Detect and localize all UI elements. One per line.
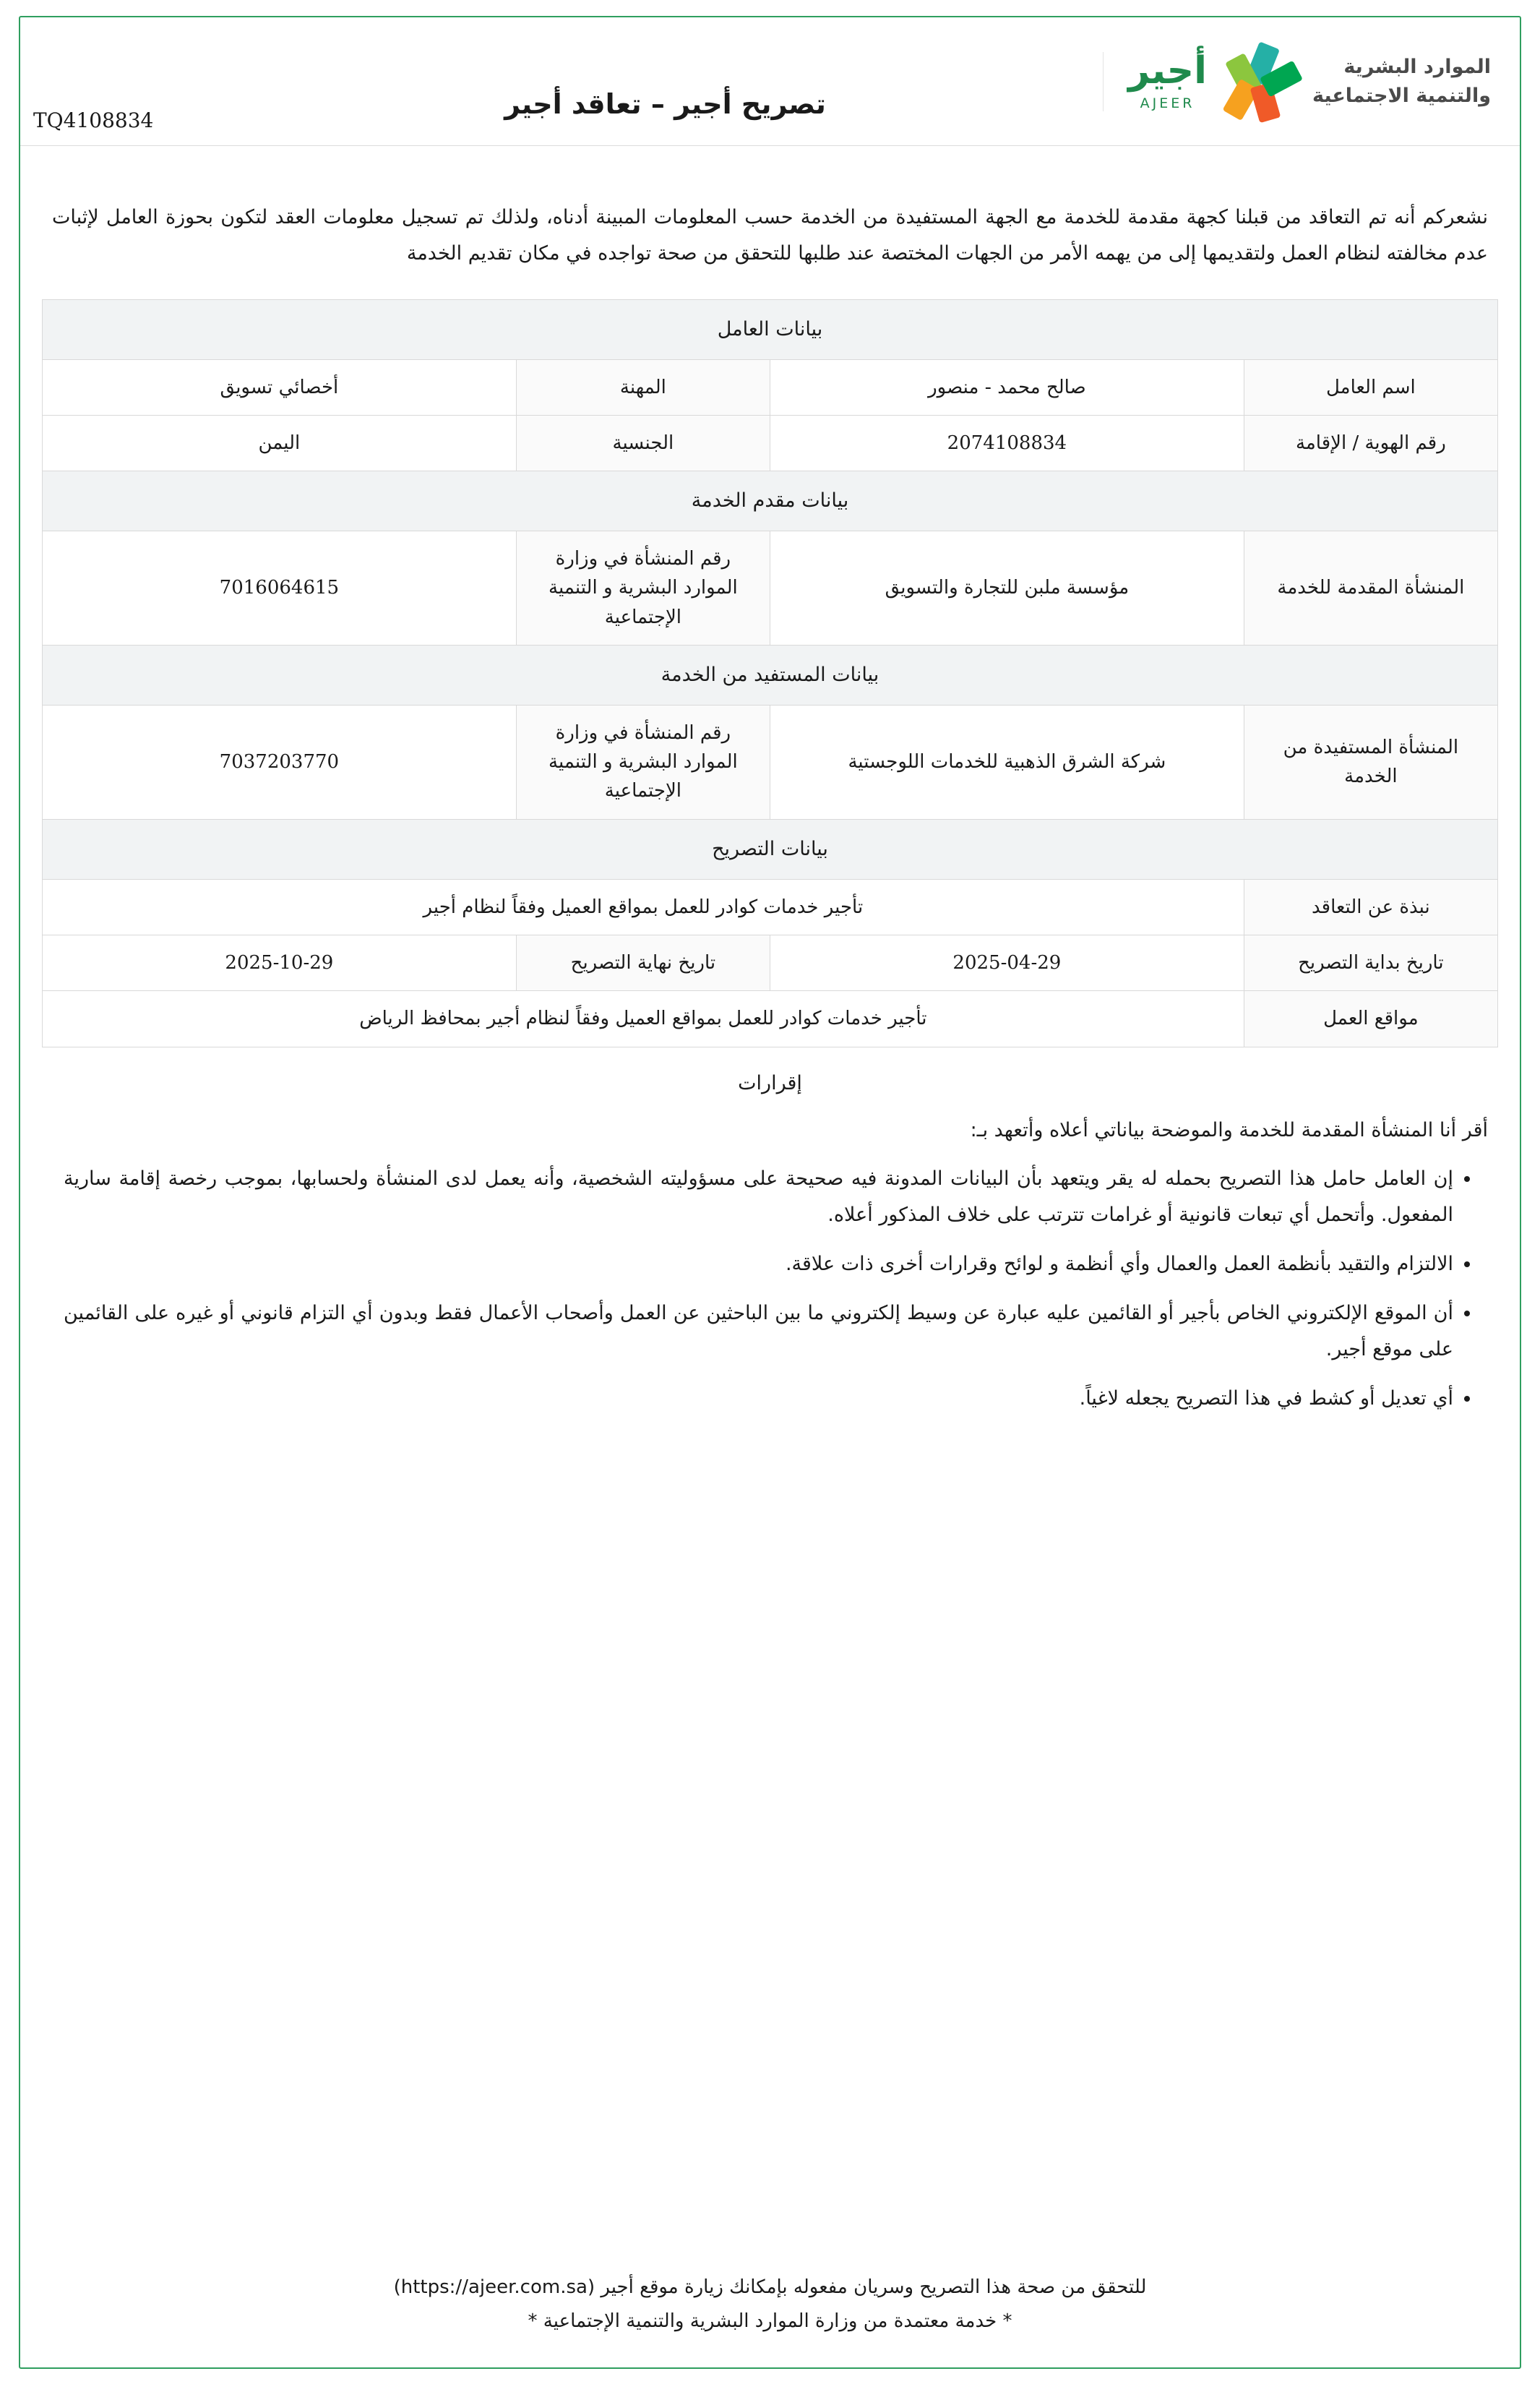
worker-table: [42, 299, 1498, 1047]
declarations-title: إقرارات: [738, 1071, 802, 1094]
worker-id-value: 2074108834: [770, 416, 1244, 471]
page-title: تصريح أجير – تعاقد أجير: [504, 88, 826, 120]
document-footer: [20, 2271, 1520, 2339]
header-code-wrap: [20, 17, 259, 145]
worker-occupation-value: أخصائي تسويق: [43, 359, 517, 415]
table-row: [43, 879, 1498, 935]
worker-occupation-label: المهنة: [516, 359, 770, 415]
permit-section-title: بيانات التصريح: [43, 819, 1498, 879]
provider-section-header: [43, 471, 1498, 531]
header-logos: [1072, 17, 1520, 145]
worker-nationality-value: اليمن: [43, 416, 517, 471]
footer-url: (https://ajeer.com.sa): [393, 2276, 595, 2299]
intro-paragraph: نشعركم أنه تم التعاقد من قبلنا كجهة مقدمة للخدمة مع الجهة المستفيدة من الخدمة حسب المعلومات المبينة أدناه، ولذلك تم تسجيل معلومات العقد لتكون بحوزة العامل لإثبات عدم مخالفته لنظام العمل ولتقديمها إلى من يهمه الأمر من الجهات المختصة عند طلبها للتحقق من صحة تواجده في مكان تقديم الخدمة: [52, 206, 1488, 265]
list-item: • الالتزام والتقيد بأنظمة العمل والعمال وأي أنظمة و لوائح وقرارات أخرى ذات علاقة.: [64, 1246, 1453, 1282]
list-item: • أن الموقع الإلكتروني الخاص بأجير أو القائمين عليه عبارة عن وسيط إلكتروني ما بين الباحثين عن العمل وأصحاب الأعمال فقط وبدون أي التزام قانوني أو غيره على القائمين على موقع أجير.: [64, 1295, 1453, 1368]
permit-start-label: تاريخ بداية التصريح: [1244, 935, 1497, 990]
permit-start-value: 2025-04-29: [770, 935, 1244, 990]
document-header: [20, 17, 1520, 146]
provider-name-value: مؤسسة ملبن للتجارة والتسويق: [770, 531, 1244, 646]
hrsd-logo-line1: الموارد البشرية: [1343, 56, 1491, 79]
beneficiary-name-label: المنشأة المستفيدة من الخدمة: [1244, 705, 1497, 819]
declarations-intro: أقر أنا المنشأة المقدمة للخدمة والموضحة بياناتي أعلاه وأتعهد بـ:: [970, 1118, 1488, 1141]
permit-section-header: [43, 819, 1498, 879]
table-row: [43, 416, 1498, 471]
declarations-list: [20, 1161, 1520, 1417]
permit-end-label: تاريخ نهاية التصريح: [516, 935, 770, 990]
worker-id-label: رقم الهوية / الإقامة: [1244, 416, 1497, 471]
provider-number-label: رقم المنشأة في وزارة الموارد البشرية و التنمية الإجتماعية: [516, 531, 770, 646]
provider-section-title: بيانات مقدم الخدمة: [43, 471, 1498, 531]
worker-name-label: اسم العامل: [1244, 359, 1497, 415]
ajeer-logo-latin: AJEER: [1140, 95, 1195, 111]
worker-section-header: [43, 299, 1498, 359]
table-row: [43, 935, 1498, 990]
footer-approval-line: * خدمة معتمدة من وزارة الموارد البشرية والتنمية الإجتماعية *: [528, 2310, 1012, 2333]
hrsd-logo-text: [1312, 53, 1491, 109]
list-item: • إن العامل حامل هذا التصريح بحمله له يقر ويتعهد بأن البيانات المدونة فيه صحيحة على مسؤوليته الشخصية، وأنه يعمل لدى المنشأة ولحسابها، بموجب رخصة إقامة سارية المفعول. وأتحمل أي تبعات قانونية أو غرامات تترتب على خلاف المذكور أعلاه.: [64, 1161, 1453, 1233]
table-row: [43, 359, 1498, 415]
beneficiary-name-value: شركة الشرق الذهبية للخدمات اللوجستية: [770, 705, 1244, 819]
provider-number-value: 7016064615: [43, 531, 517, 646]
hrsd-logo: [1226, 44, 1491, 119]
beneficiary-number-label: رقم المنشأة في وزارة الموارد البشرية و التنمية الإجتماعية: [516, 705, 770, 819]
ajeer-logo-arabic: أجير: [1128, 48, 1207, 93]
worker-section-title: بيانات العامل: [43, 299, 1498, 359]
contract-summary-label: نبذة عن التعاقد: [1244, 879, 1497, 935]
worker-name-value: صالح محمد - منصور: [770, 359, 1244, 415]
permit-end-value: 2025-10-29: [43, 935, 517, 990]
table-row: [43, 531, 1498, 646]
worker-nationality-label: الجنسية: [516, 416, 770, 471]
reference-code: TQ4108834: [33, 108, 154, 132]
footer-verification-text: للتحقق من صحة هذا التصريح وسريان مفعوله بإمكانك زيارة موقع أجير: [601, 2276, 1147, 2299]
table-row: [43, 705, 1498, 819]
hrsd-logo-icon: [1226, 44, 1301, 119]
list-item: • أي تعديل أو كشط في هذا التصريح يجعله لاغياً.: [64, 1381, 1453, 1417]
contract-summary-value: تأجير خدمات كوادر للعمل بمواقع العميل وفقاً لنظام أجير: [43, 879, 1244, 935]
document-border: [19, 16, 1521, 2369]
table-row: [43, 991, 1498, 1047]
work-locations-value: تأجير خدمات كوادر للعمل بمواقع العميل وفقاً لنظام أجير بمحافظ الرياض: [43, 991, 1244, 1047]
ajeer-logo: [1103, 48, 1207, 111]
beneficiary-section-header: [43, 646, 1498, 706]
header-title-wrap: [259, 17, 1072, 145]
beneficiary-section-title: بيانات المستفيد من الخدمة: [43, 646, 1498, 706]
work-locations-label: مواقع العمل: [1244, 991, 1497, 1047]
footer-verification-line: [20, 2271, 1520, 2305]
hrsd-logo-line2: والتنمية الاجتماعية: [1312, 84, 1491, 107]
provider-name-label: المنشأة المقدمة للخدمة: [1244, 531, 1497, 646]
beneficiary-number-value: 7037203770: [43, 705, 517, 819]
